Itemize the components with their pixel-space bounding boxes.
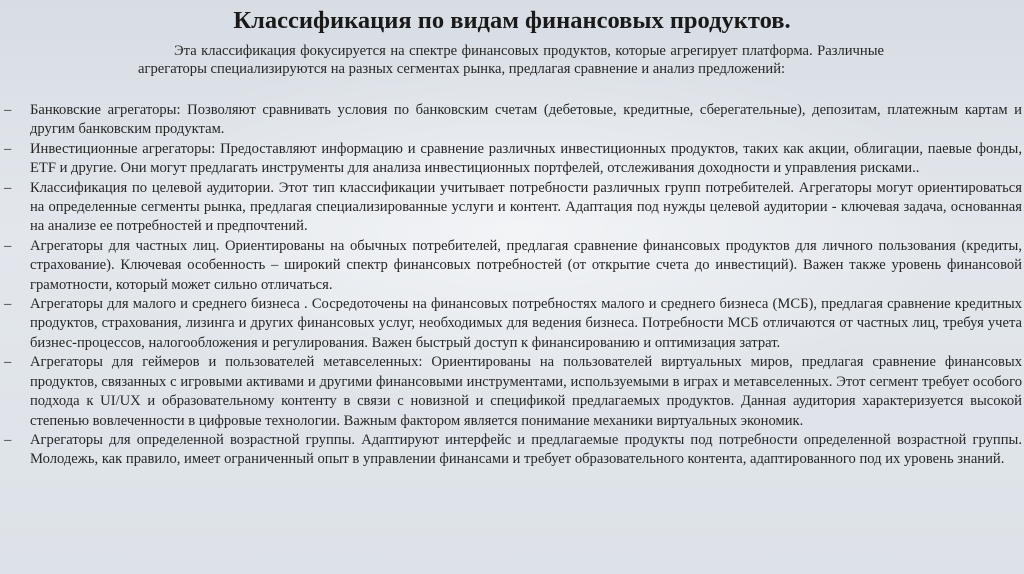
bullet-text: Агрегаторы для частных лиц. Ориентированы на обычных потребителей, предлагая сравнение финансовых продуктов для личного пользования (кредиты, страхование). Ключевая особенность – широкий спектр финансовых потребностей (от открытие счета до инвестиций). Важен также уровень финансовой грамотности, который может сильно отличаться. xyxy=(30,237,1022,293)
bullet-item-gamers xyxy=(0,353,1024,431)
bullet-item-target-audience xyxy=(0,179,1024,237)
bullet-text: Банковские агрегаторы: Позволяют сравнивать условия по банковским счетам (дебетовые, кредитные, сберегательные), депозитам, платежным картам и другим банковским продуктам. xyxy=(30,102,1022,138)
bullet-text: Агрегаторы для малого и среднего бизнеса . Сосредоточены на финансовых потребностях малого и среднего бизнеса (МСБ), предлагая сравнение кредитных продуктов, страхования, лизинга и других финансовых услуг, необходимых для ведения бизнеса. Потребности МСБ отличаются от частных лиц, требуя учета бизнес-процессов, налогообложения и регулирования. Важен быстрый доступ к финансированию и оптимизация затрат. xyxy=(30,296,1022,351)
bullet-text: Агрегаторы для геймеров и пользователей метавселенных: Ориентированы на пользователей виртуальных миров, предлагая сравнение финансовых продуктов, связанных с игровыми активами и другими финансовыми инструментами, используемыми в играх и метавселенных. Этот сегмент требует особого подхода к UI/UX и образовательному контенту в связи с новизной и спецификой предлагаемых продуктов. Данная аудитория характеризуется высокой степенью вовлеченности в цифровые технологии. Важным фактором является понимание механики виртуальных экономик. xyxy=(30,354,1022,429)
bullet-item-banking xyxy=(0,101,1024,140)
bullet-text: Агрегаторы для определенной возрастной группы. Адаптируют интерфейс и предлагаемые продукты под потребности определенной возрастной группы. Молодежь, как правило, имеет ограниченный опыт в управлении финансами и требует образовательного контента, адаптированного под их уровень знаний. xyxy=(30,431,1022,468)
dash-marker: – xyxy=(4,354,12,371)
dash-marker: – xyxy=(4,140,12,157)
bullet-text: Инвестиционные агрегаторы: Предоставляют информацию и сравнение различных инвестиционных продуктов, таких как акции, облигации, паевые фонды, ETF и другие. Они могут предлагать инструменты для анализа инвестиционных портфелей, отслеживания доходности и управления рисками.. xyxy=(30,140,1022,177)
bullet-item-sme xyxy=(0,295,1024,353)
bullet-text: Классификация по целевой аудитории. Этот тип классификации учитывает потребности различных групп потребителей. Агрегаторы могут ориентироваться на определенные сегменты рынка, предлагая специализированные услуги и контент. Адаптация под нужды целевой аудитории - ключевая задача, основанная на анализе ее потребностей и предпочтений. xyxy=(30,179,1022,235)
bullet-item-individuals xyxy=(0,237,1024,295)
dash-marker: – xyxy=(4,102,12,118)
intro-paragraph: Эта классификация фокусируется на спектре финансовых продуктов, которые агрегирует платформа. Различные агрегаторы специализируются на разных сегментах рынка, предлагая сравнение и анализ предложений: xyxy=(138,43,884,78)
bullet-list xyxy=(0,101,1024,470)
dash-marker: – xyxy=(4,431,12,448)
dash-marker: – xyxy=(4,179,12,196)
dash-marker: – xyxy=(4,296,12,313)
bullet-item-investment xyxy=(0,140,1024,179)
slide-title: Классификация по видам финансовых продуктов. xyxy=(233,7,791,34)
dash-marker: – xyxy=(4,237,12,254)
bullet-item-age-group xyxy=(0,431,1024,470)
